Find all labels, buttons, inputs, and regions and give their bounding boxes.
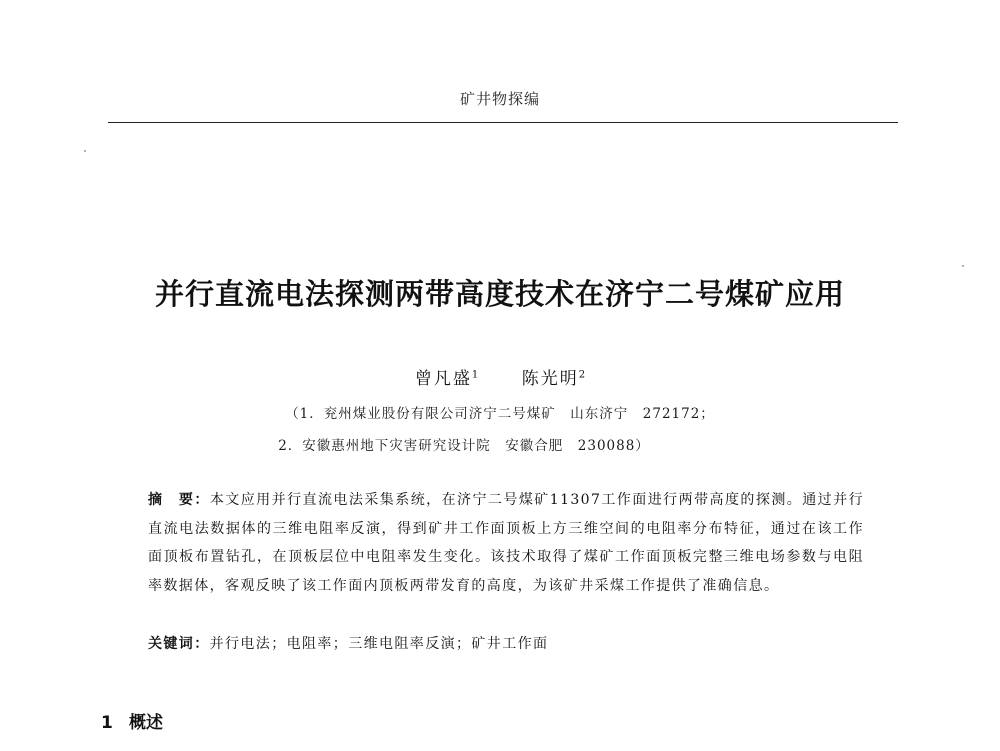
scan-speck xyxy=(962,265,964,267)
author-1 xyxy=(415,364,478,389)
abstract-label: 摘 要： xyxy=(148,492,210,508)
header-rule xyxy=(108,122,898,123)
author-2-name: 陈光明 xyxy=(521,369,579,389)
section-number: 1 xyxy=(101,713,113,733)
running-header: 矿井物探编 xyxy=(459,90,540,108)
paper-title: 并行直流电法探测两带高度技术在济宁二号煤矿应用 xyxy=(154,277,845,311)
scan-speck xyxy=(84,150,86,152)
section-title: 概述 xyxy=(129,713,163,733)
author-2 xyxy=(522,364,585,389)
section-heading xyxy=(101,708,163,733)
author-1-name: 曾凡盛 xyxy=(414,369,472,389)
abstract xyxy=(148,486,864,600)
affiliation-2: 2．安徽惠州地下灾害研究设计院 安徽合肥 230088） xyxy=(278,438,650,454)
author-line xyxy=(0,364,1000,389)
affiliation-1: （1．兖州煤业股份有限公司济宁二号煤矿 山东济宁 272172； xyxy=(285,406,715,422)
abstract-text: 本文应用并行直流电法采集系统，在济宁二号煤矿11307工作面进行两带高度的探测。通过并行直流电法数据体的三维电阻率反演，得到矿井工作面顶板上方三维空间的电阻率分布特征，通过在该工作面顶板布置钻孔，在顶板层位中电阻率发生变化。该技术取得了煤矿工作面顶板完整三维电场参数与电阻率数据体，客观反映了该工作面内顶板两带发育的高度，为该矿井采煤工作提供了准确信息。 xyxy=(148,492,864,594)
keywords-label: 关键词： xyxy=(148,636,210,652)
author-1-affiliation-mark: 1 xyxy=(471,369,479,381)
keywords xyxy=(148,633,864,653)
keywords-text: 并行电法；电阻率；三维电阻率反演；矿井工作面 xyxy=(209,636,549,652)
author-2-affiliation-mark: 2 xyxy=(578,369,586,381)
